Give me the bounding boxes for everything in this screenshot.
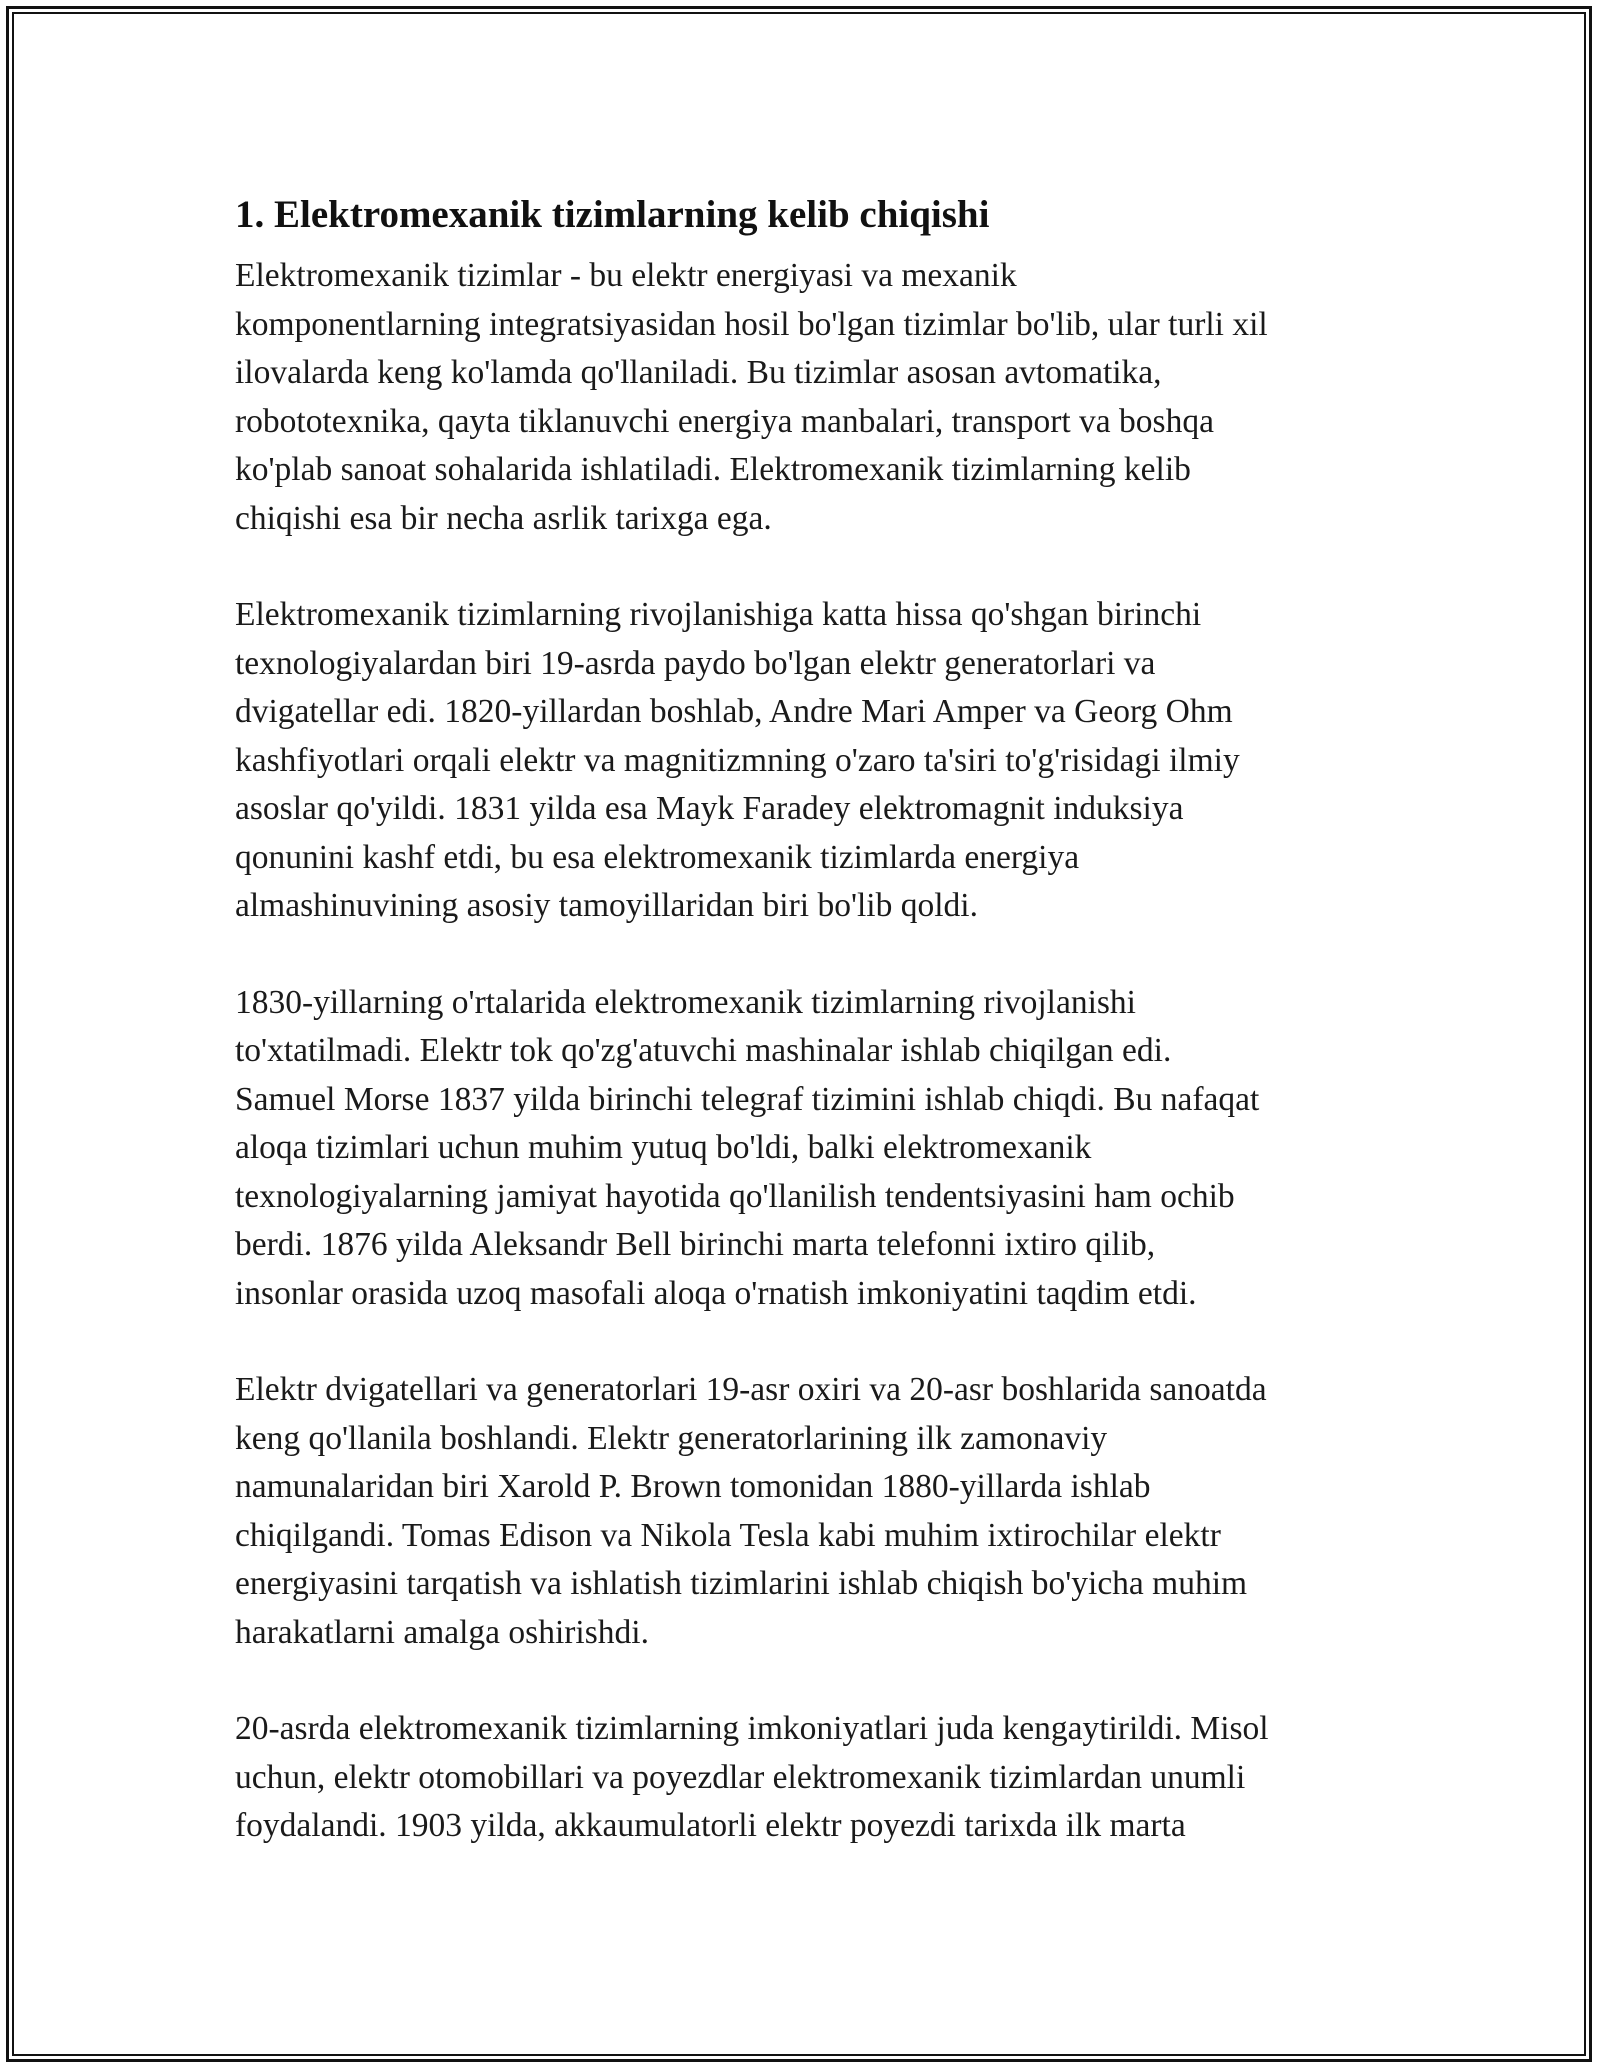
section-heading: 1. Elektromexanik tizimlarning kelib chiqishi	[235, 193, 990, 236]
paragraph-line: Elektr dvigatellari va generatorlari 19-asr oxiri va 20-asr boshlarida sanoatda	[235, 1371, 1267, 1408]
paragraph-line: dvigatellar edi. 1820-yillardan boshlab, Andre Mari Amper va Georg Ohm	[235, 693, 1233, 730]
paragraph-line: ko'plab sanoat sohalarida ishlatiladi. Elektromexanik tizimlarning kelib	[235, 451, 1191, 488]
paragraph-4	[235, 1366, 1375, 1657]
paragraph-line: namunalaridan biri Xarold P. Brown tomonidan 1880-yillarda ishlab	[235, 1468, 1151, 1505]
paragraph-line: Samuel Morse 1837 yilda birinchi telegraf tizimini ishlab chiqdi. Bu nafaqat	[235, 1080, 1260, 1118]
paragraph-line: keng qo'llanila boshlandi. Elektr generatorlarining ilk zamonaviy	[235, 1419, 1108, 1457]
paragraph-line: chiqilgandi. Tomas Edison va Nikola Tesla kabi muhim ixtirochilar elektr	[235, 1516, 1221, 1554]
paragraph-line: insonlar orasida uzoq masofali aloqa o'rnatish imkoniyatini taqdim etdi.	[235, 1274, 1197, 1312]
paragraph-line: komponentlarning integratsiyasidan hosil bo'lgan tizimlar bo'lib, ular turli xil	[235, 305, 1268, 343]
paragraph-3	[235, 979, 1375, 1319]
paragraph-line: 20-asrda elektromexanik tizimlarning imkoniyatlari juda kengaytirildi. Misol	[235, 1710, 1269, 1747]
paragraph-line: robototexnika, qayta tiklanuvchi energiya manbalari, transport va boshqa	[235, 402, 1214, 440]
paragraph-line: ilovalarda keng ko'lamda qo'llaniladi. Bu tizimlar asosan avtomatika,	[235, 354, 1162, 391]
paragraph-line: Elektromexanik tizimlarning rivojlanishiga katta hissa qo'shgan birinchi	[235, 596, 1202, 633]
paragraph-line: almashinuvining asosiy tamoyillaridan biri bo'lib qoldi.	[235, 887, 978, 924]
document-body	[235, 186, 1375, 1899]
paragraph-line: harakatlarni amalga oshirishdi.	[235, 1613, 649, 1651]
paragraph-line: 1830-yillarning o'rtalarida elektromexanik tizimlarning rivojlanishi	[235, 983, 1136, 1021]
paragraph-1	[235, 252, 1375, 543]
paragraph-line: berdi. 1876 yilda Aleksandr Bell birinchi marta telefonni ixtiro qilib,	[235, 1226, 1156, 1263]
paragraph-line: foydalandi. 1903 yilda, akkaumulatorli elektr poyezdi tarixda ilk marta	[235, 1807, 1186, 1844]
paragraph-line: energiyasini tarqatish va ishlatish tizimlarini ishlab chiqish bo'yicha muhim	[235, 1565, 1248, 1602]
paragraph-5	[235, 1705, 1375, 1851]
paragraph-line: Elektromexanik tizimlar - bu elektr energiyasi va mexanik	[235, 257, 1017, 294]
paragraph-line: kashfiyotlari orqali elektr va magnitizmning o'zaro ta'siri to'g'risidagi ilmiy	[235, 741, 1240, 779]
paragraph-line: texnologiyalarning jamiyat hayotida qo'llanilish tendentsiyasini ham ochib	[235, 1177, 1235, 1215]
paragraph-line: uchun, elektr otomobillari va poyezdlar elektromexanik tizimlardan unumli	[235, 1758, 1246, 1796]
paragraph-line: asoslar qo'yildi. 1831 yilda esa Mayk Faradey elektromagnit induksiya	[235, 790, 1184, 827]
paragraph-line: chiqishi esa bir necha asrlik tarixga ega.	[235, 499, 772, 537]
paragraph-line: qonunini kashf etdi, bu esa elektromexanik tizimlarda energiya	[235, 838, 1080, 876]
paragraph-2	[235, 591, 1375, 931]
paragraph-line: to'xtatilmadi. Elektr tok qo'zg'atuvchi mashinalar ishlab chiqilgan edi.	[235, 1032, 1172, 1069]
paragraph-line: aloqa tizimlari uchun muhim yutuq bo'ldi, balki elektromexanik	[235, 1129, 1092, 1166]
paragraph-line: texnologiyalardan biri 19-asrda paydo bo'lgan elektr generatorlari va	[235, 644, 1156, 682]
